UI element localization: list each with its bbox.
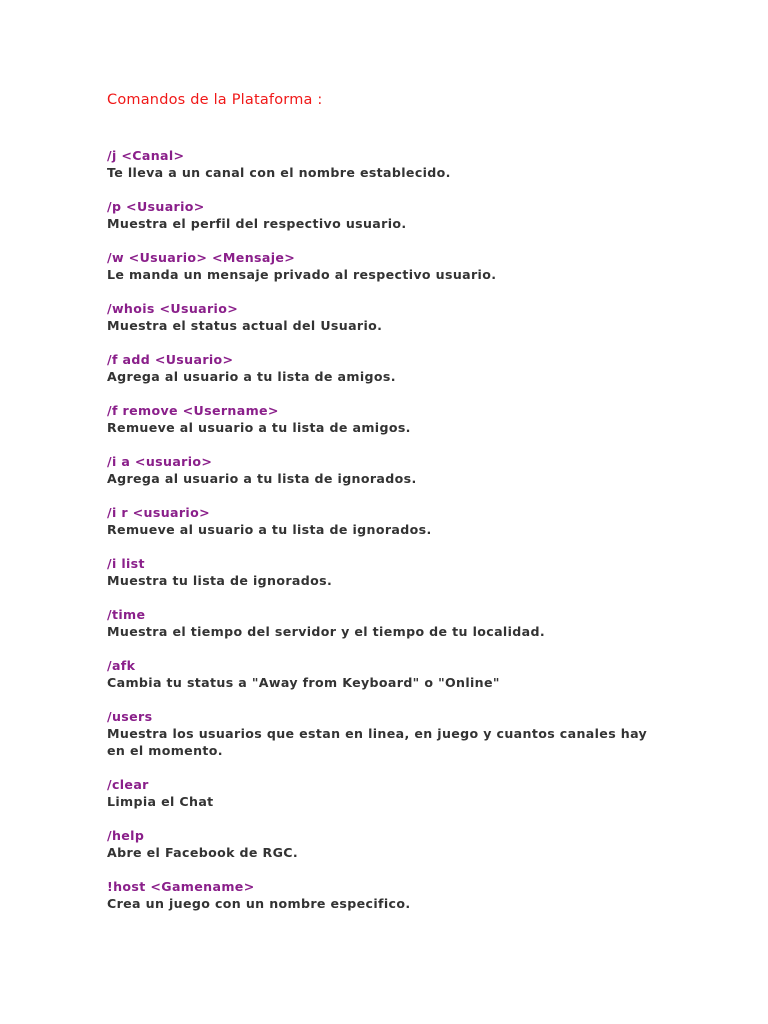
command-description: Agrega al usuario a tu lista de ignorados. <box>107 471 417 486</box>
command-description: Abre el Facebook de RGC. <box>107 845 298 860</box>
command-description: Crea un juego con un nombre especifico. <box>107 896 411 911</box>
command-name: /i r <usuario> <box>107 505 211 520</box>
command-name: !host <Gamename> <box>107 879 255 894</box>
command-name: /help <box>107 828 145 843</box>
command-description: Cambia tu status a "Away from Keyboard" o "Online" <box>107 675 500 690</box>
list-item <box>107 657 768 691</box>
command-name: /f add <Usuario> <box>107 352 234 367</box>
list-item <box>107 878 768 912</box>
command-description: Remueve al usuario a tu lista de ignorados. <box>107 522 432 537</box>
list-item <box>107 453 768 487</box>
list-item <box>107 606 768 640</box>
command-name: /i list <box>107 556 145 571</box>
command-description: Te lleva a un canal con el nombre establecido. <box>107 165 451 180</box>
page-title: Comandos de la Plataforma : <box>107 92 323 108</box>
command-name: /users <box>107 709 153 724</box>
command-list <box>107 147 768 912</box>
command-description: Muestra los usuarios que estan en linea, en juego y cuantos canales hay en el momento. <box>107 726 648 758</box>
command-name: /time <box>107 607 146 622</box>
list-item <box>107 402 768 436</box>
list-item <box>107 351 768 385</box>
list-item <box>107 776 768 810</box>
list-item <box>107 708 768 759</box>
list-item <box>107 555 768 589</box>
command-description: Agrega al usuario a tu lista de amigos. <box>107 369 396 384</box>
command-description: Muestra el perfil del respectivo usuario. <box>107 216 407 231</box>
command-name: /p <Usuario> <box>107 199 205 214</box>
list-item <box>107 198 768 232</box>
list-item <box>107 827 768 861</box>
command-description: Muestra el tiempo del servidor y el tiempo de tu localidad. <box>107 624 545 639</box>
command-description: Limpia el Chat <box>107 794 214 809</box>
list-item <box>107 300 768 334</box>
command-name: /clear <box>107 777 149 792</box>
list-item <box>107 147 768 181</box>
command-name: /f remove <Username> <box>107 403 279 418</box>
list-item <box>107 504 768 538</box>
command-description: Muestra tu lista de ignorados. <box>107 573 333 588</box>
command-description: Le manda un mensaje privado al respectivo usuario. <box>107 267 497 282</box>
list-item <box>107 249 768 283</box>
command-description: Remueve al usuario a tu lista de amigos. <box>107 420 411 435</box>
command-name: /w <Usuario> <Mensaje> <box>107 250 296 265</box>
command-name: /whois <Usuario> <box>107 301 239 316</box>
command-name: /i a <usuario> <box>107 454 213 469</box>
command-name: /j <Canal> <box>107 148 185 163</box>
command-name: /afk <box>107 658 136 673</box>
command-description: Muestra el status actual del Usuario. <box>107 318 383 333</box>
